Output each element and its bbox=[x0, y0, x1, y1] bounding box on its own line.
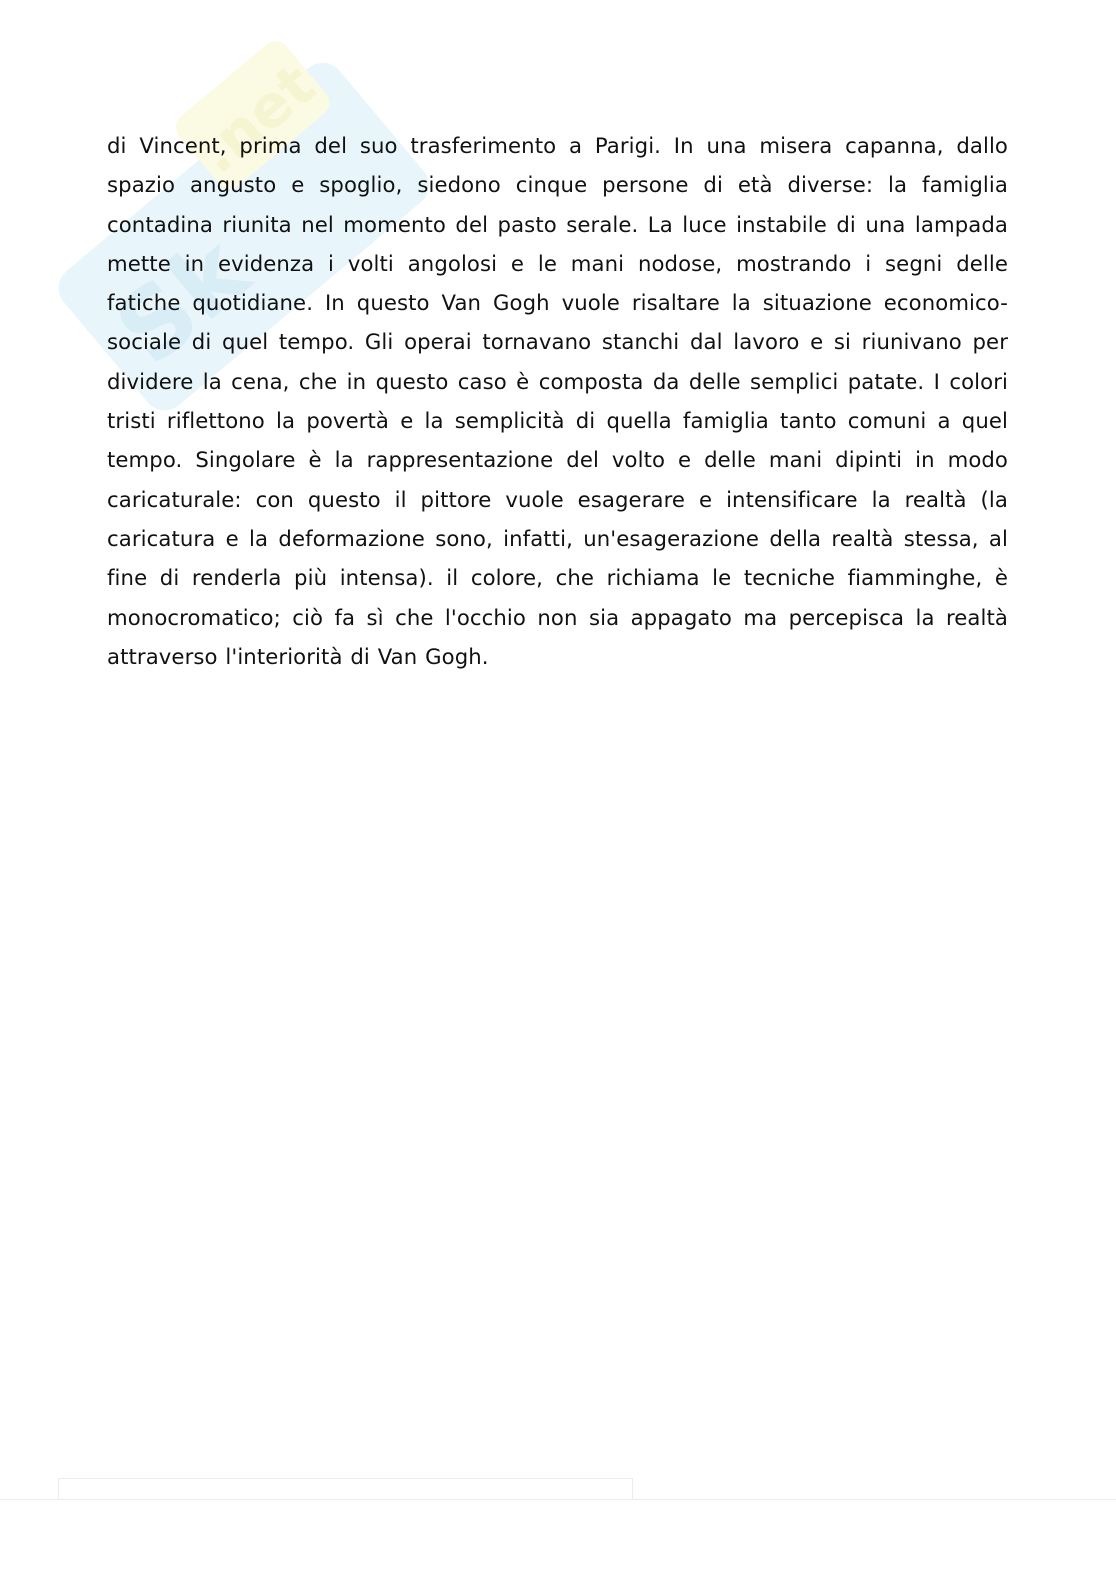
svg-text:.net: .net bbox=[184, 50, 328, 187]
svg-text:Sk: Sk bbox=[95, 215, 269, 387]
footer-tab bbox=[58, 1478, 633, 1500]
body-paragraph: di Vincent, prima del suo trasferimento a Parigi. In una misera capanna, dallo spazio angusto e spoglio, siedono cinque persone di età diverse: la famiglia contadina riunita nel momento del pasto serale. La luce instabile di una lampada mette in evidenza i volti angolosi e le mani nodose, mostrando i segni delle fatiche quotidiane. In questo Van Gogh vuole risaltare la situazione economico-sociale di quel tempo. Gli operai tornavano stanchi dal lavoro e si riunivano per dividere la cena, che in questo caso è composta da delle semplici patate. I colori tristi riflettono la povertà e la semplicità di quella famiglia tanto comuni a quel tempo. Singolare è la rappresentazione del volto e delle mani dipinti in modo caricaturale: con questo il pittore vuole esagerare e intensificare la realtà (la caricatura e la deformazione sono, infatti, un'esagerazione della realtà stessa, al fine di renderla più intensa). il colore, che richiama le tecniche fiamminghe, è monocromatico; ciò fa sì che l'occhio non sia appagato ma percepisca la realtà attraverso l'interiorità di Van Gogh. bbox=[107, 133, 1008, 669]
footer-rule bbox=[0, 1499, 1116, 1500]
